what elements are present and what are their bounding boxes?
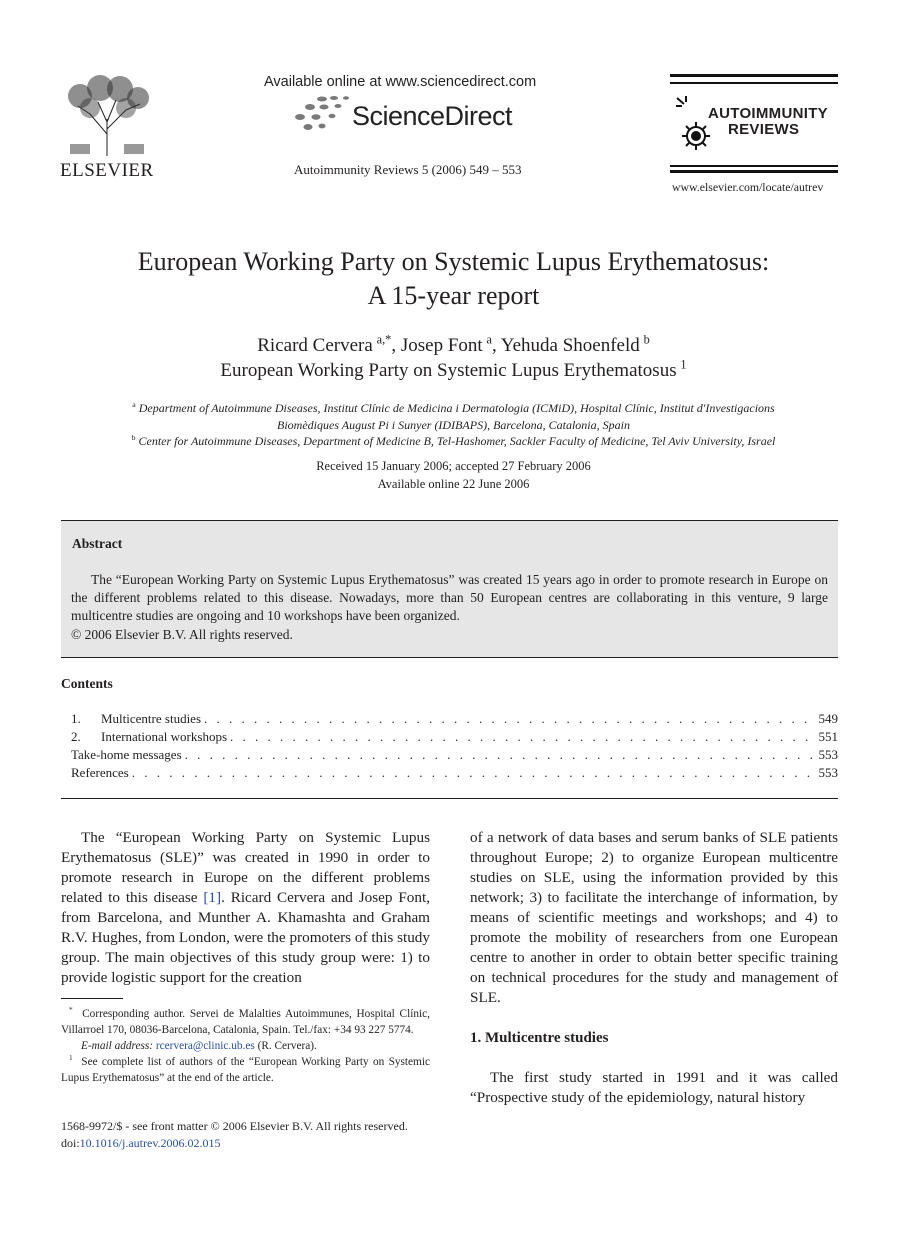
toc-item[interactable] [71,729,838,747]
contents-rule [61,798,838,799]
affiliation-a [40,400,867,417]
author-list: Ricard Cervera $^{a,*}$, Josep Font $^a$, Yehuda Shoenfeld $^b$ [257,332,650,356]
email-suffix: (R. Cervera). [257,1040,317,1052]
sciencedirect-wordmark: ScienceDirect [352,101,513,131]
right-column [470,828,838,1108]
toc-item[interactable] [71,747,838,765]
article-title-line2: A 15-year report [367,281,540,310]
toc-item[interactable] [71,711,838,729]
toc-number: 2. [71,729,81,744]
footnote-1 [61,1054,430,1086]
contents-heading: Contents [61,676,113,691]
journal-logo-title2: REVIEWS [728,121,800,138]
doi-line [61,1136,221,1151]
journal-logo-rule-top2 [670,82,838,84]
toc-page: 553 [818,765,838,780]
journal-logo-rule-top [670,74,838,77]
author-name[interactable]: Ricard Cervera [257,335,373,356]
abstract-copyright: © 2006 Elsevier B.V. All rights reserved. [71,626,293,642]
author-affiliation-mark: a,* [376,332,392,347]
journal-logo [670,74,838,174]
toc-label: International workshops [101,729,228,744]
footnote-text: See complete list of authors of the “European Working Party on Systemic Lupus Erythematosus” at the end of the article. [61,1056,430,1084]
virus-icon [672,92,712,152]
toc-label: Take-home messages [71,747,182,762]
abstract-paragraph: The “European Working Party on Systemic Lupus Erythematosus” was created 15 years ago in order to promote research in Europe on the different problems related to this disease. Nowadays, more than 50 European centres are collaborating in this venture, 9 large multicentre studies are ongoing and 10 workshops have been organized. [71,572,828,624]
toc-leader [185,747,816,763]
journal-citation: Autoimmunity Reviews 5 (2006) 549 – 553 [294,162,522,177]
journal-logo-rule-bottom2 [670,170,838,173]
issn-line: 1568-9972/$ - see front matter © 2006 Elsevier B.V. All rights reserved. [61,1119,408,1133]
toc-page: 549 [818,711,838,726]
author-group [0,359,907,383]
footnote-rule [61,998,123,999]
section-heading: 1. Multicentre studies [470,1030,609,1046]
toc-label: Multicentre studies [101,711,202,726]
footnote-email [61,1038,430,1054]
author-group-name: European Working Party on Systemic Lupus Erythematosus [220,360,677,381]
body-text: The “European Working Party on Systemic Lupus Erythematosus (SLE)” was created in 1990 in order to promote research in Europe on the different problems related to this disease [61,829,430,906]
toc-label: References [71,765,129,780]
email-link[interactable]: rcervera@clinic.ub.es [155,1040,255,1052]
affiliations [40,400,867,450]
citation-link[interactable]: [1] [203,889,222,906]
elsevier-logo [60,74,155,181]
article-title [0,245,907,313]
elsevier-wordmark: ELSEVIER [60,160,154,181]
journal-logo-rule-bottom [670,165,838,167]
abstract-heading: Abstract [72,536,123,551]
affiliation-label: a [132,400,136,409]
journal-url-link[interactable]: www.elsevier.com/locate/autrev [672,180,824,194]
body-paragraph: of a network of data bases and serum banks of SLE patients throughout Europe; 2) to organize European multicentre studies on SLE, using the information provided by this network; 3) to facilitate the interchange of information, by means of scientific meetings and workshops; and 4) to promote the mobility of researchers from one European centre to another in order to obtain better specific training on technical procedures for the study and management of SLE. [470,829,838,1006]
footnote-corresponding [61,1006,430,1038]
footnote-mark: * [69,1005,73,1015]
elsevier-tree-icon [60,74,155,158]
available-online: Available online at www.sciencedirect.com [264,74,537,90]
toc-leader [132,765,816,781]
abstract-box [61,520,838,658]
available-date: Available online 22 June 2006 [377,476,530,491]
toc-page: 553 [818,747,838,762]
toc-page: 551 [818,729,838,744]
affiliation-b [40,433,867,450]
affiliation-text: Center for Autoimmune Diseases, Department of Medicine B, Tel-Hashomer, Sackler Faculty of Medicine, Tel Aviv University, Israel [138,434,776,448]
article-title-line1: European Working Party on Systemic Lupus Erythematosus: [137,247,770,276]
body-paragraph [61,828,430,988]
toc-number: 1. [71,711,81,726]
affiliation-label: b [131,433,136,442]
left-column [61,828,430,988]
body-paragraph: The first study started in 1991 and it was called “Prospective study of the epidemiology, natural history [470,1069,838,1106]
received-date: Received 15 January 2006; accepted 27 February 2006 [316,459,591,473]
footnote-mark: 1 [69,1053,73,1063]
email-label: E-mail address: [81,1040,154,1052]
journal-logo-title1: AUTOIMMUNITY [708,105,828,122]
affiliation-a-cont: Biomèdiques August Pi i Sunyer (IDIBAPS), Barcelona, Catalonia, Spain [277,417,630,432]
toc-leader [230,729,815,745]
author-name[interactable]: Josep Font [400,335,483,356]
abstract-text [71,571,828,644]
history [0,458,907,493]
author-affiliation-mark: a [486,332,492,347]
footnotes [61,1006,430,1086]
footnote-text: Corresponding author. Servei de Malalties Autoimmunes, Hospital Clínic, Villarroel 170, 08036-Barcelona, Catalonia, Spain. Tel./fax: +34 93 227 5774. [61,1008,430,1036]
body-text: . Ricard Cervera and Josep Font, from Barcelona, and Munther A. Khamashta and Graham R.V. Hughes, from London, were the promoters of this study group. The main objectives of this study group were: 1) to provide logistic support for the creation [61,889,430,986]
doi-link[interactable]: 10.1016/j.autrev.2006.02.015 [79,1136,221,1150]
toc-leader [204,711,815,727]
sciencedirect-dots-icon [292,95,354,135]
affiliation-text: Department of Autoimmune Diseases, Institut Clínic de Medicina i Dermatologia (ICMiD), Hospital Clínic, Institut d'Investigacions [138,401,775,415]
author-group-mark: 1 [680,357,687,372]
author-affiliation-mark: b [643,332,650,347]
doi-label: doi: [61,1136,80,1150]
author-name[interactable]: Yehuda Shoenfeld [500,335,640,356]
sciencedirect-logo [292,95,532,135]
toc-item[interactable] [71,765,838,783]
